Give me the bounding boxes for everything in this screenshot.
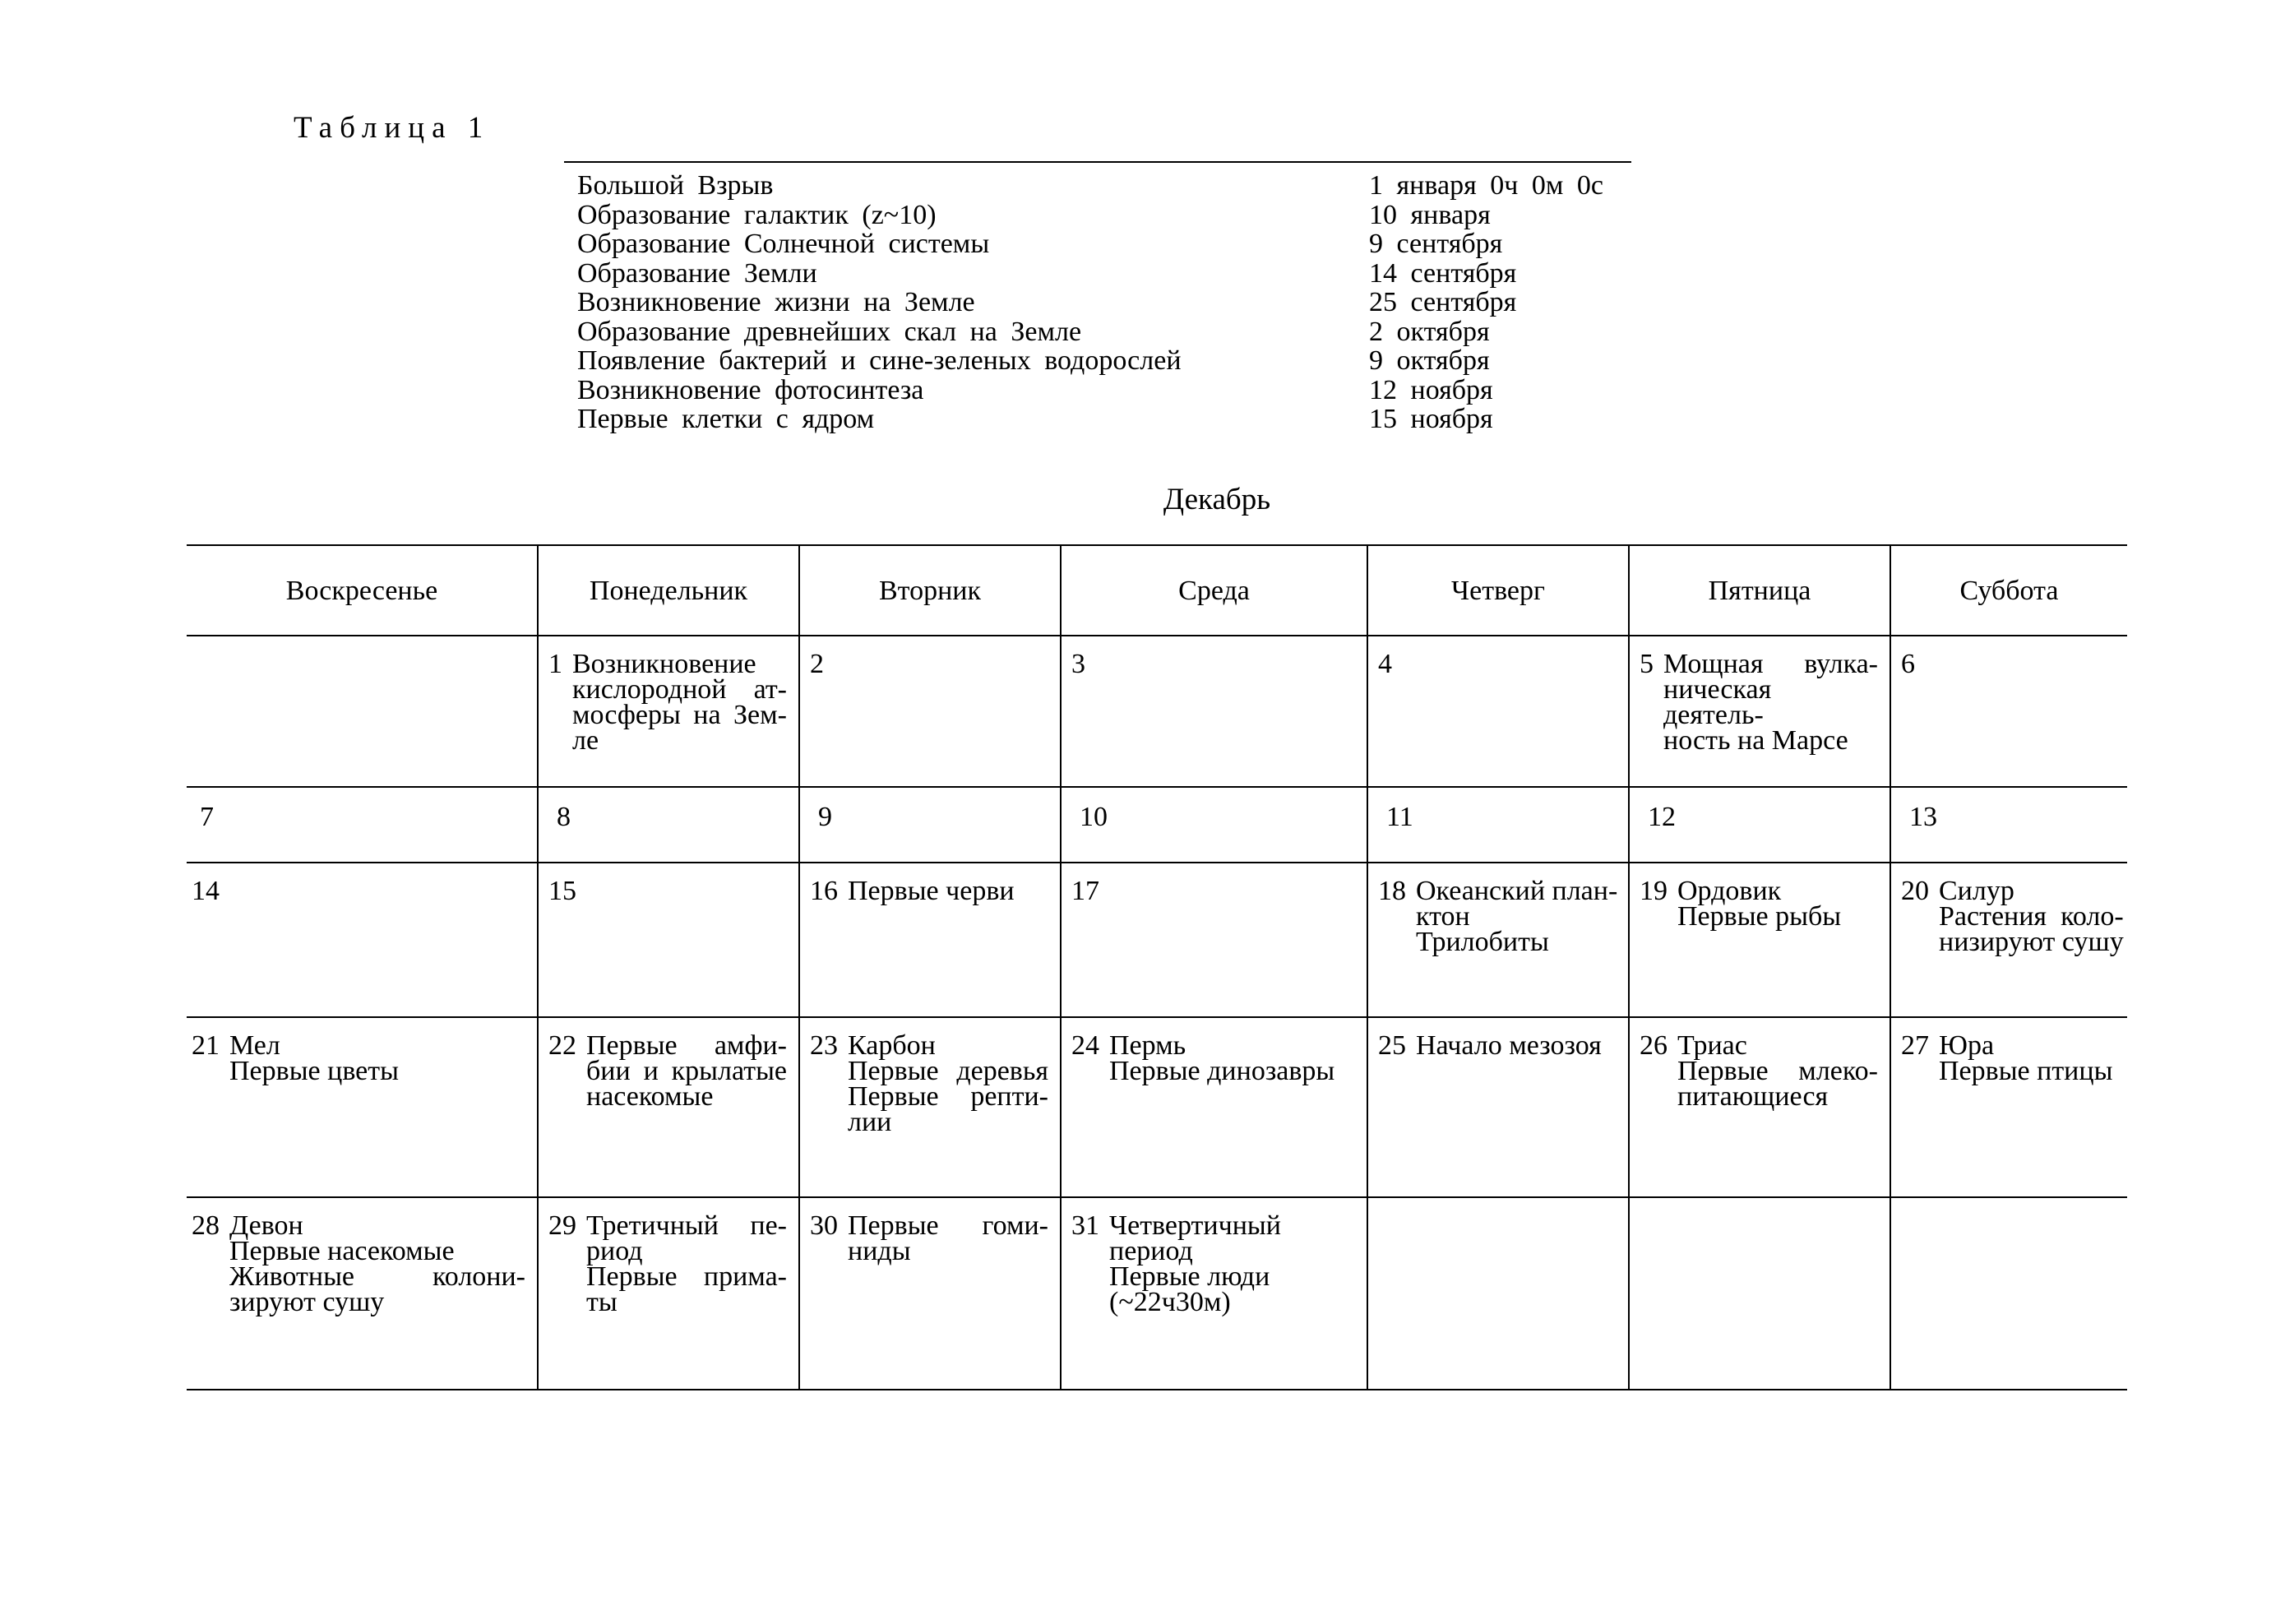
weekday-header: Воскресенье [285, 575, 438, 606]
day-event-line: Третичный пе- [586, 1210, 787, 1241]
day-events [586, 1210, 787, 1317]
event-row [577, 229, 1646, 259]
day-cell [1367, 636, 1628, 786]
day-event-line: Юра [1939, 1030, 1995, 1061]
day-events [1947, 803, 2116, 830]
event-date: 9 октября [1369, 345, 1490, 376]
weekday-header: Суббота [1890, 546, 2127, 635]
day-events [1109, 878, 1355, 904]
day-event-line: Первые птицы [1939, 1056, 2113, 1086]
day-number: 20 [1901, 876, 1929, 906]
weekday-header: Пятница [1628, 546, 1890, 635]
event-name: Появление бактерий и сине-зеленых водорослей [577, 345, 1182, 376]
event-date: 25 сентября [1369, 287, 1517, 317]
empty-day-cell [1890, 1198, 2127, 1389]
event-row [577, 376, 1646, 405]
empty-day-cell [187, 636, 537, 786]
day-events [1686, 803, 1878, 830]
day-event-line: ность на Марсе [1663, 725, 1848, 756]
event-date: 12 ноября [1369, 374, 1493, 405]
day-event-line: бии и крылатые [586, 1056, 787, 1086]
day-event-line: Мощная вулка- [1663, 649, 1878, 679]
weekday-header: Среда [1060, 546, 1367, 635]
day-cell [1890, 863, 2127, 1016]
day-events [586, 1030, 787, 1112]
day-events [572, 649, 787, 756]
event-row [577, 288, 1646, 317]
event-name: Большой Взрыв [577, 170, 774, 201]
day-number: 8 [557, 802, 571, 832]
event-row [577, 405, 1646, 434]
day-cell [1628, 788, 1890, 862]
calendar-grid [187, 544, 2127, 1390]
month-title: Декабрь [1163, 483, 1271, 516]
day-cell [537, 1018, 798, 1196]
table-title: Таблица 1 [294, 111, 491, 145]
day-event-line: Первые амфи- [586, 1030, 787, 1061]
day-events [834, 651, 1048, 677]
day-cell [798, 1198, 1060, 1389]
day-number: 5 [1640, 649, 1654, 679]
day-event-line: Океанский план- [1416, 876, 1618, 906]
day-number: 7 [200, 802, 214, 832]
day-cell [798, 863, 1060, 1016]
day-events [1109, 1030, 1355, 1086]
day-event-line: риод [586, 1236, 643, 1266]
day-events [229, 878, 525, 904]
day-number: 1 [548, 649, 562, 679]
day-number: 16 [810, 876, 838, 906]
event-row [577, 201, 1646, 230]
day-number: 19 [1640, 876, 1667, 906]
day-cell [1060, 863, 1367, 1016]
event-date: 15 ноября [1369, 404, 1493, 434]
day-event-line: Первые репти- [848, 1081, 1048, 1112]
day-events [581, 803, 787, 830]
day-cell [1060, 636, 1367, 786]
day-event-line: Первые черви [848, 876, 1015, 906]
day-cell [798, 636, 1060, 786]
day-number: 29 [548, 1210, 576, 1241]
day-cell [537, 1198, 798, 1389]
day-number: 26 [1640, 1030, 1667, 1061]
calendar-week-row [187, 862, 2127, 1016]
day-events [848, 878, 1048, 904]
day-events [224, 803, 525, 830]
day-event-line: ле [572, 725, 599, 756]
calendar-week-row [187, 1196, 2127, 1389]
day-events [229, 1030, 525, 1086]
event-date: 10 января [1369, 199, 1491, 230]
day-event-line: низируют сушу [1939, 927, 2124, 957]
event-name: Образование галактик (z~10) [577, 199, 937, 230]
event-name: Первые клетки с ядром [577, 404, 875, 434]
day-number: 31 [1071, 1210, 1099, 1241]
day-cell [1890, 636, 2127, 786]
day-number: 12 [1648, 802, 1676, 832]
day-event-line: ты [586, 1287, 618, 1317]
day-cell [1890, 1018, 2127, 1196]
day-event-line: ническая деятель- [1663, 674, 1772, 730]
event-row [577, 346, 1646, 376]
day-event-line: Растения коло- [1939, 901, 2124, 932]
weekday-header: Вторник [798, 546, 1060, 635]
event-date: 1 января 0ч 0м 0с [1369, 170, 1603, 201]
day-cell [798, 788, 1060, 862]
day-events [1117, 803, 1355, 830]
day-number: 17 [1071, 876, 1099, 906]
event-name: Образование Солнечной системы [577, 229, 990, 259]
day-number: 4 [1378, 649, 1392, 679]
day-events [1939, 1030, 2116, 1086]
event-name: Возникновение жизни на Земле [577, 287, 975, 317]
event-row [577, 259, 1646, 289]
day-events [1939, 878, 2124, 955]
day-events [848, 1210, 1048, 1266]
day-events [1663, 649, 1878, 756]
day-number: 27 [1901, 1030, 1929, 1061]
day-event-line: Четвертичный [1109, 1210, 1281, 1241]
day-event-line: насекомые [586, 1081, 714, 1112]
day-cell [1628, 863, 1890, 1016]
day-event-line: Трилобиты [1416, 927, 1549, 957]
day-cell [1628, 636, 1890, 786]
day-event-line: Возникновение [572, 649, 756, 679]
day-event-line: лии [848, 1107, 892, 1137]
table-top-rule [564, 161, 1631, 163]
events-list [577, 171, 1646, 434]
day-event-line: Первые млеко- [1677, 1056, 1878, 1086]
day-event-line: ниды [848, 1236, 911, 1266]
day-events [1423, 803, 1617, 830]
day-events [1402, 651, 1617, 677]
day-event-line: Первые насекомые [229, 1236, 455, 1266]
event-name: Образование древнейших скал на Земле [577, 316, 1082, 347]
day-event-line: Первые люди [1109, 1261, 1270, 1292]
day-event-line: Карбон [848, 1030, 936, 1061]
day-events [229, 1210, 525, 1317]
day-cell [187, 1018, 537, 1196]
day-cell [537, 636, 798, 786]
day-event-line: Начало мезозоя [1416, 1030, 1602, 1061]
day-number: 25 [1378, 1030, 1406, 1061]
day-events [1925, 651, 2116, 677]
day-cell [1628, 1018, 1890, 1196]
day-number: 15 [548, 876, 576, 906]
day-cell [1060, 788, 1367, 862]
day-events [586, 878, 787, 904]
day-event-line: Первые гоми- [848, 1210, 1048, 1241]
day-cell [1060, 1198, 1367, 1389]
day-event-line: Ордовик [1677, 876, 1782, 906]
weekday-header: Понедельник [537, 546, 798, 635]
day-cell [537, 863, 798, 1016]
day-events [1677, 876, 1878, 932]
day-number: 28 [192, 1210, 220, 1241]
day-events [848, 1030, 1048, 1137]
day-cell [1890, 788, 2127, 862]
day-events [1095, 651, 1355, 677]
day-cell [1060, 1018, 1367, 1196]
day-events [1109, 1210, 1355, 1317]
event-row [577, 171, 1646, 201]
day-number: 22 [548, 1030, 576, 1061]
calendar-week-row [187, 1016, 2127, 1196]
day-number: 3 [1071, 649, 1085, 679]
day-event-line: Первые деревья [848, 1056, 1048, 1086]
day-event-line: Первые динозавры [1109, 1056, 1335, 1086]
day-event-line: питающиеся [1677, 1081, 1829, 1112]
empty-day-cell [1628, 1198, 1890, 1389]
day-number: 23 [810, 1030, 838, 1061]
day-number: 18 [1378, 876, 1406, 906]
event-date: 9 сентября [1369, 229, 1503, 259]
day-number: 13 [1909, 802, 1937, 832]
day-event-line: мосферы на Зем- [572, 700, 787, 730]
event-name: Образование Земли [577, 257, 817, 289]
day-event-line: Первые цветы [229, 1056, 399, 1086]
day-cell [1367, 1018, 1628, 1196]
day-cell [1367, 863, 1628, 1016]
day-event-line: Триас [1677, 1030, 1747, 1061]
day-event-line: Мел [229, 1030, 280, 1061]
day-number: 21 [192, 1030, 220, 1061]
day-number: 9 [818, 802, 832, 832]
day-cell [1367, 788, 1628, 862]
day-events [1416, 878, 1617, 955]
day-event-line: период [1109, 1236, 1193, 1266]
day-cell [537, 788, 798, 862]
event-date: 14 сентября [1369, 257, 1517, 289]
day-number: 24 [1071, 1030, 1099, 1061]
day-event-line: зируют сушу [229, 1287, 385, 1317]
weekday-header: Четверг [1367, 546, 1628, 635]
day-cell [187, 788, 537, 862]
event-date: 2 октября [1369, 316, 1490, 347]
day-cell [187, 1198, 537, 1389]
day-number: 14 [192, 876, 220, 906]
day-event-line: (~22ч30м) [1109, 1287, 1231, 1317]
day-number: 11 [1386, 802, 1413, 832]
day-event-line: ктон [1416, 901, 1470, 932]
day-event-line: Девон [229, 1210, 303, 1241]
day-events [1416, 1030, 1617, 1061]
event-name: Возникновение фотосинтеза [577, 374, 924, 405]
day-number: 2 [810, 649, 824, 679]
day-event-line: Пермь [1109, 1030, 1186, 1061]
calendar-week-row [187, 786, 2127, 862]
day-cell [798, 1018, 1060, 1196]
day-number: 30 [810, 1210, 838, 1241]
day-event-line: Силур [1939, 876, 2014, 906]
day-event-line: кислородной ат- [572, 674, 787, 705]
empty-day-cell [1367, 1198, 1628, 1389]
day-events [842, 803, 1048, 830]
day-event-line: Животные колони- [229, 1261, 525, 1292]
day-event-line: Первые рыбы [1677, 901, 1842, 932]
weekday-header-row [187, 546, 2127, 635]
day-events [1677, 1030, 1878, 1112]
day-number: 6 [1901, 649, 1915, 679]
day-number: 10 [1080, 802, 1108, 832]
day-event-line: Первые прима- [586, 1261, 787, 1292]
calendar-week-row [187, 635, 2127, 786]
day-cell [187, 863, 537, 1016]
event-row [577, 317, 1646, 347]
